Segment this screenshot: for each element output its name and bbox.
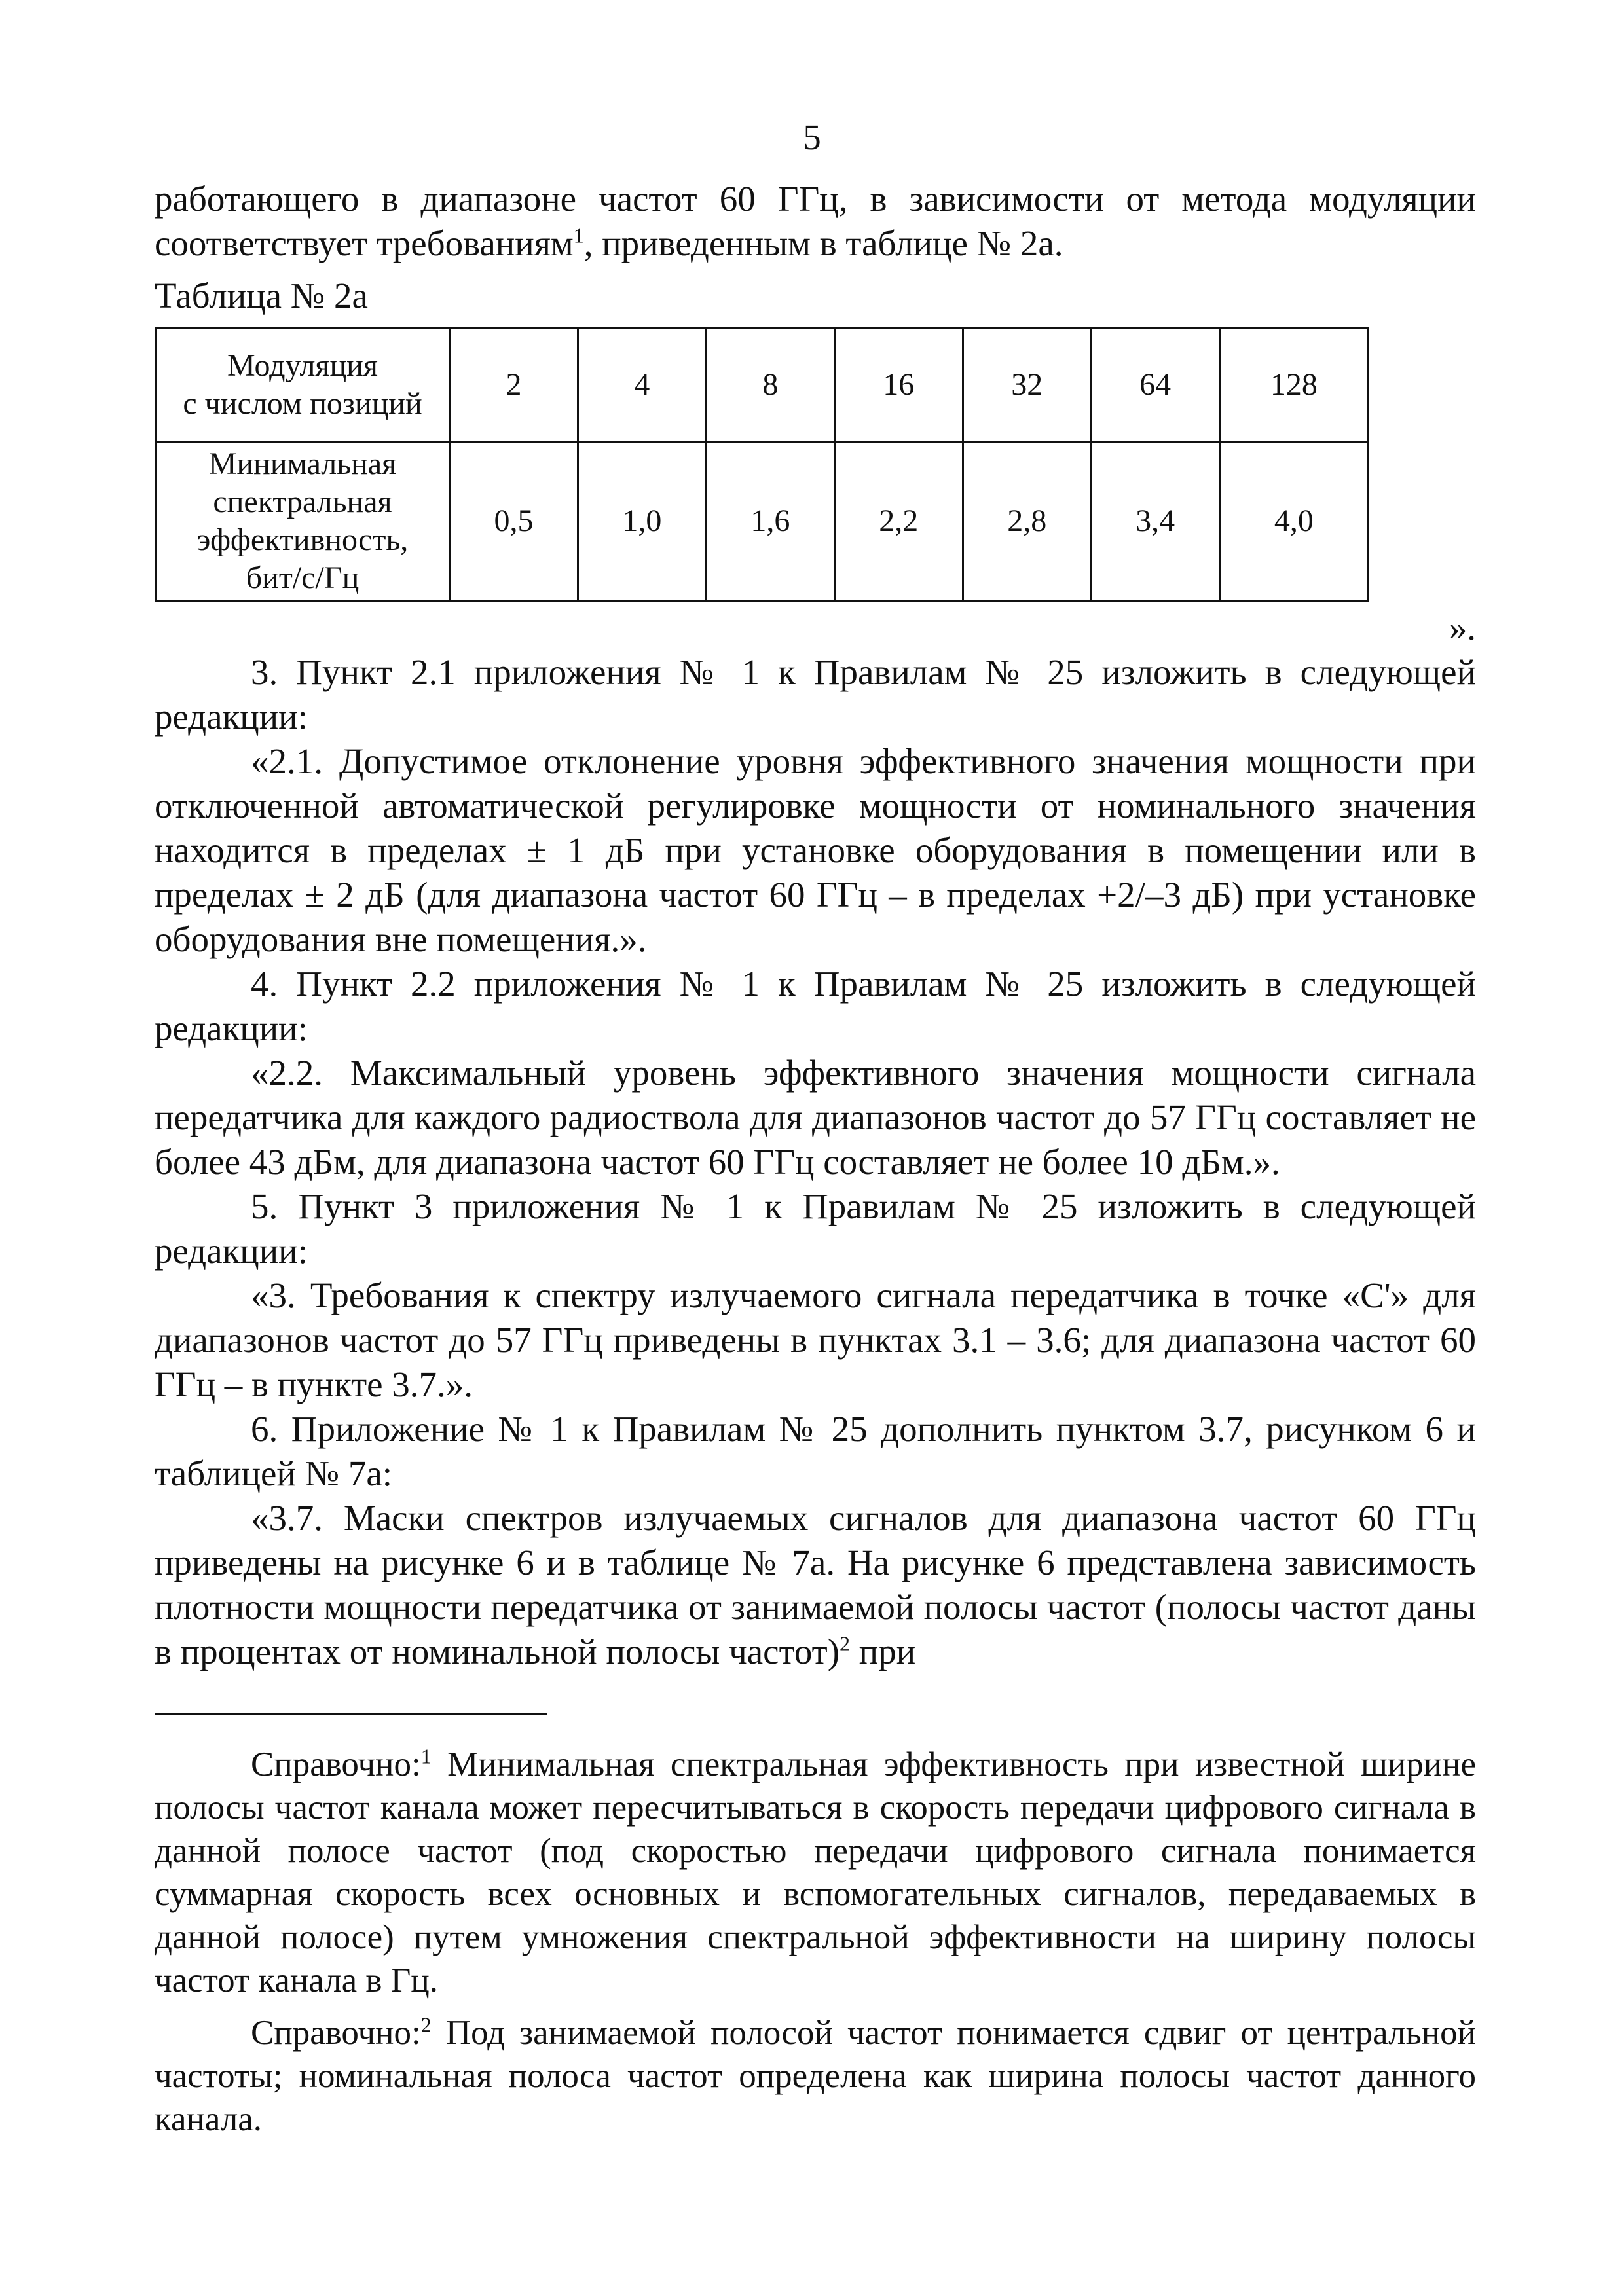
intro-paragraph	[155, 177, 1476, 266]
paragraph-quote-3-7	[155, 1496, 1476, 1674]
table-cell: 64	[1091, 329, 1219, 442]
paragraph-quote-2-1: «2.1. Допустимое отклонение уровня эффективного значения мощности при отключенной автоматической регулировке мощности от номинального значения находится в пределах ± 1 дБ при установке оборудования в помещении или в пределах ± 2 дБ (для диапазона частот 60 ГГц – в пределах +2/–3 дБ) при установке оборудования вне помещения.».	[155, 741, 1476, 959]
table-cell: 1,6	[706, 442, 834, 601]
table-cell: 4,0	[1219, 442, 1368, 601]
intro-text: работающего в диапазоне частот 60 ГГц, в зависимости от метода модуляции соответствует требованиям	[155, 179, 1476, 263]
header-line: спектральная	[213, 484, 392, 519]
paragraph-text-end: при	[850, 1631, 916, 1671]
document-body	[155, 177, 1476, 2141]
footnotes	[155, 1743, 1476, 2141]
footnote-2	[155, 2011, 1476, 2141]
paragraph-item-6: 6. Приложение № 1 к Правилам № 25 дополнить пунктом 3.7, рисунком 6 и таблицей № 7а:	[155, 1409, 1476, 1493]
table-cell: 4	[578, 329, 706, 442]
footnote-ref-2: 2	[840, 1631, 851, 1656]
paragraph-item-4: 4. Пункт 2.2 приложения № 1 к Правилам № 25 изложить в следующей редакции:	[155, 964, 1476, 1048]
paragraph-text: «3.7. Маски спектров излучаемых сигналов для диапазона частот 60 ГГц приведены на рисунке 6 и в таблице № 7а. На рисунке 6 представлена зависимость плотности мощности передатчика от занимаемой полосы частот (полосы частот даны в процентах от номинальной полосы частот)	[155, 1498, 1476, 1671]
modulation-table	[155, 327, 1369, 602]
footnote-number: 2	[420, 2013, 432, 2037]
table-cell: 1,0	[578, 442, 706, 601]
header-line: с числом позиций	[183, 386, 422, 421]
footnote-label: Справочно:	[251, 1745, 421, 1783]
table-row	[156, 329, 1369, 442]
table-cell: 0,5	[450, 442, 578, 601]
footnote-separator	[155, 1713, 547, 1715]
header-line: бит/с/Гц	[246, 560, 360, 595]
header-line: Минимальная	[208, 446, 397, 481]
footnote-label: Справочно:	[251, 2014, 421, 2052]
table-cell: 32	[963, 329, 1091, 442]
table-row-header	[156, 329, 450, 442]
page-number: 5	[803, 117, 821, 157]
table-row-header	[156, 442, 450, 601]
table-cell: 128	[1219, 329, 1368, 442]
intro-text-end: , приведенным в таблице № 2а.	[583, 223, 1063, 263]
footnote-text: Под занимаемой полосой частот понимается сдвиг от центральной частоты; номинальная полоса частот определена как ширина полосы частот данного канала.	[155, 2014, 1476, 2138]
table-closing-quote: ».	[1449, 608, 1476, 647]
table-cell: 16	[834, 329, 963, 442]
header-line: Модуляция	[227, 348, 378, 383]
footnote-text: Минимальная спектральная эффективность при известной ширине полосы частот канала может пересчитываться в скорость передачи цифрового сигнала в данной полосе частот (под скоростью передачи цифрового сигнала понимается суммарная скорость всех основных и вспомогательных сигналов, передаваемых в данной полосе) путем умножения спектральной эффективности на ширину полосы частот канала в Гц.	[155, 1745, 1476, 1999]
paragraph-quote-3: «3. Требования к спектру излучаемого сигнала передатчика в точке «С'» для диапазонов частот до 57 ГГц приведены в пунктах 3.1 – 3.6; для диапазона частот 60 ГГц – в пункте 3.7.».	[155, 1275, 1476, 1404]
table-cell: 8	[706, 329, 834, 442]
table-row	[156, 442, 1369, 601]
table-cell: 2	[450, 329, 578, 442]
footnote-ref-1: 1	[573, 223, 584, 247]
header-line: эффективность,	[196, 522, 409, 557]
table-cell: 2,8	[963, 442, 1091, 601]
table-cell: 3,4	[1091, 442, 1219, 601]
paragraph-item-3: 3. Пункт 2.1 приложения № 1 к Правилам № 25 изложить в следующей редакции:	[155, 652, 1476, 737]
table-caption: Таблица № 2а	[155, 276, 368, 316]
footnote-number: 1	[420, 1744, 432, 1768]
paragraph-item-5: 5. Пункт 3 приложения № 1 к Правилам № 25 изложить в следующей редакции:	[155, 1186, 1476, 1271]
footnote-1	[155, 1743, 1476, 2002]
paragraph-quote-2-2: «2.2. Максимальный уровень эффективного значения мощности сигнала передатчика для каждого радиоствола для диапазонов частот до 57 ГГц составляет не более 43 дБм, для диапазона частот 60 ГГц составляет не более 10 дБм.».	[155, 1053, 1476, 1182]
table-cell: 2,2	[834, 442, 963, 601]
